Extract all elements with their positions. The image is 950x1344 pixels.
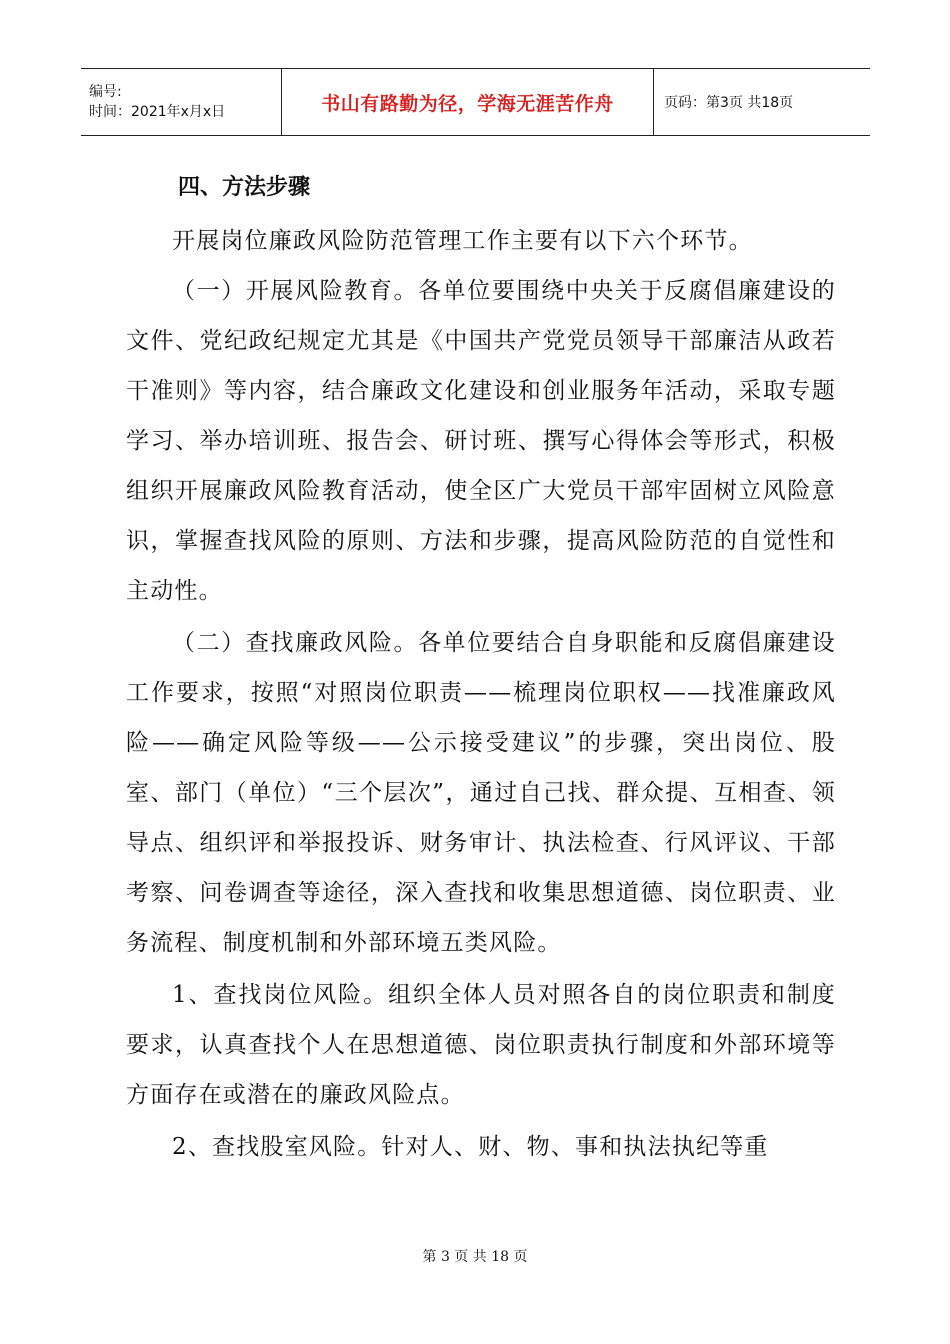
paragraph-risk-education: （一）开展风险教育。各单位要围绕中央关于反腐倡廉建设的文件、党纪政纪规定尤其是《中国共产党党员领导干部廉洁从政若干准则》等内容，结合廉政文化建设和创业服务年活动，采取专题学习、举办培训班、报告会、研讨班、撰写心得体会等形式，积极组织开展廉政风险教育活动，使全区广大党员干部牢固树立风险意识，掌握查找风险的原则、方法和步骤，提高风险防范的自觉性和主动性。: [126, 278, 836, 604]
header-motto-cell: [281, 69, 654, 135]
section-heading: 四、方法步骤: [178, 175, 311, 200]
paragraph-post-risks: 1、查找岗位风险。组织全体人员对照各自的岗位职责和制度要求，认真查找个人在思想道德、岗位职责执行制度和外部环境等方面存在或潜在的廉政风险点。: [126, 982, 836, 1108]
document-time-label: 时间：2021年x月x日: [89, 104, 226, 120]
page-header: [81, 68, 870, 136]
paragraph-intro: 开展岗位廉政风险防范管理工作主要有以下六个环节。: [172, 228, 753, 254]
header-motto: 书山有路勤为径，学海无涯苦作舟: [321, 92, 614, 115]
header-meta: [81, 69, 281, 135]
paragraph-section-risks: 2、查找股室风险。针对人、财、物、事和执法执纪等重: [172, 1134, 769, 1160]
paragraph-find-risks: （二）查找廉政风险。各单位要结合自身职能和反腐倡廉建设工作要求，按照“对照岗位职责——梳理岗位职权——找准廉政风险——确定风险等级——公示接受建议”的步骤，突出岗位、股室、部门（单位）“三个层次”，通过自己找、群众提、互相查、领导点、组织评和举报投诉、财务审计、执法检查、行风评议、干部考察、问卷调查等途径，深入查找和收集思想道德、岗位职责、业务流程、制度机制和外部环境五类风险。: [126, 630, 836, 956]
header-page-cell: [654, 69, 870, 135]
document-body: [126, 168, 836, 1172]
header-page-label: 页码：第3页 共18页: [664, 95, 794, 111]
document-number-label: 编号:: [89, 84, 122, 100]
page-footer: 第 3 页 共 18 页: [422, 1249, 528, 1265]
